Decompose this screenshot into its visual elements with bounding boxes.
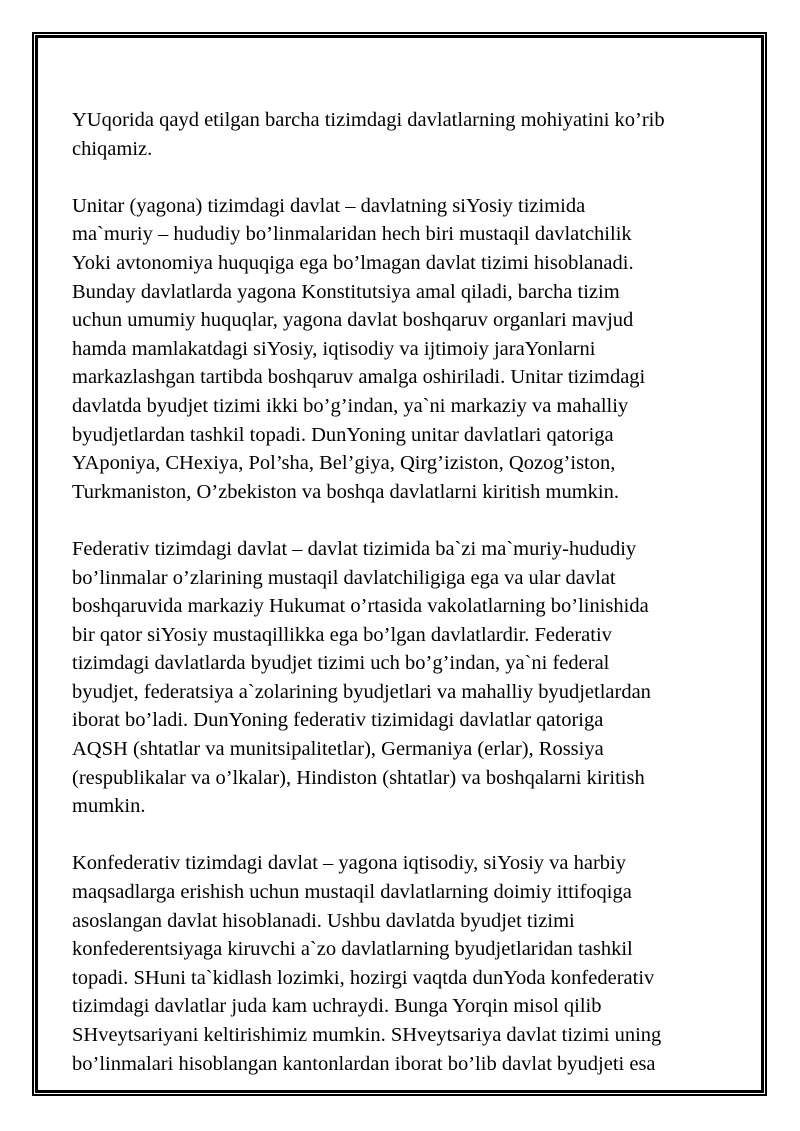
text-line: maqsadlarga erishish uchun mustaqil davlatlarning doimiy ittifoqiga: [72, 881, 632, 904]
paragraph-3: [72, 535, 764, 821]
document-body: [72, 106, 764, 1093]
text-line: boshqaruvida markaziy Hukumat o’rtasida vakolatlarning bo’linishida: [72, 595, 649, 618]
text-line: Konfederativ tizimdagi davlat – yagona iqtisodiy, siYosiy va harbiy: [72, 852, 626, 875]
paragraph-4: [72, 849, 764, 1078]
text-line: SHveytsariyani keltirishimiz mumkin. SHveytsariya davlat tizimi uning: [72, 1024, 662, 1046]
text-line: AQSH (shtatlar va munitsipalitetlar), Germaniya (erlar), Rossiya: [72, 738, 604, 761]
text-line: bo’linmalar o’zlarining mustaqil davlatchiligiga ega va ular davlat: [72, 566, 616, 589]
text-line: uchun umumiy huquqlar, yagona davlat boshqaruv organlari mavjud: [72, 309, 634, 332]
text-line: Bunday davlatlarda yagona Konstitutsiya amal qiladi, barcha tizim: [72, 280, 620, 303]
text-line: byudjetlardan tashkil topadi. DunYoning unitar davlatlari qatoriga: [72, 423, 614, 446]
text-line: YUqorida qayd etilgan barcha tizimdagi davlatlarning mohiyatini ko’rib: [72, 109, 665, 131]
text-line: topadi. SHuni ta`kidlash lozimki, hozirgi vaqtda dunYoda konfederativ: [72, 966, 655, 989]
text-line: davlatda byudjet tizimi ikki bo’g’indan, ya`ni markaziy va mahalliy: [72, 394, 629, 417]
text-line: asoslangan davlat hisoblanadi. Ushbu davlatda byudjet tizimi: [72, 909, 575, 932]
text-line: (respublikalar va o’lkalar), Hindiston (shtatlar) va boshqalarni kiritish: [72, 766, 645, 789]
text-line: tizimdagi davlatlarda byudjet tizimi uch bo’g’indan, ya`ni federal: [72, 652, 610, 675]
text-line: konfederentsiyaga kiruvchi a`zo davlatlarning byudjetlaridan tashkil: [72, 938, 633, 961]
text-line: chiqamiz.: [72, 137, 153, 160]
text-line: bir qator siYosiy mustaqillikka ega bo’lgan davlatlardir. Federativ: [72, 623, 612, 646]
paragraph-1: [72, 106, 764, 163]
text-line: Yoki avtonomiya huquqiga ega bo’lmagan davlat tizimi hisoblanadi.: [72, 251, 634, 274]
text-line: bo’linmalari hisoblangan kantonlardan iborat bo’lib davlat byudjeti esa: [72, 1052, 656, 1075]
text-line: hamda mamlakatdagi siYosiy, iqtisodiy va ijtimoiy jaraYonlarni: [72, 337, 596, 360]
paragraph-2: [72, 192, 764, 507]
text-line: Federativ tizimdagi davlat – davlat tizimida ba`zi ma`muriy-hududiy: [72, 537, 637, 560]
text-line: Turkmaniston, O’zbekiston va boshqa davlatlarni kiritish mumkin.: [72, 480, 619, 503]
text-line: YAponiya, CHexiya, Pol’sha, Bel’giya, Qirg’iziston, Qozog’iston,: [72, 452, 616, 475]
text-line: ma`muriy – hududiy bo’linmalaridan hech biri mustaqil davlatchilik: [72, 223, 632, 246]
text-line: markazlashgan tartibda boshqaruv amalga oshiriladi. Unitar tizimdagi: [72, 366, 646, 389]
text-line: iborat bo’ladi. DunYoning federativ tizimidagi davlatlar qatoriga: [72, 709, 604, 732]
text-line: mumkin.: [72, 795, 146, 818]
page-border-inner: [35, 35, 764, 1093]
text-line: tizimdagi davlatlar juda kam uchraydi. Bunga Yorqin misol qilib: [72, 995, 602, 1018]
text-line: Unitar (yagona) tizimdagi davlat – davlatning siYosiy tizimida: [72, 194, 586, 217]
text-line: byudjet, federatsiya a`zolarining byudjetlari va mahalliy byudjetlardan: [72, 680, 651, 703]
